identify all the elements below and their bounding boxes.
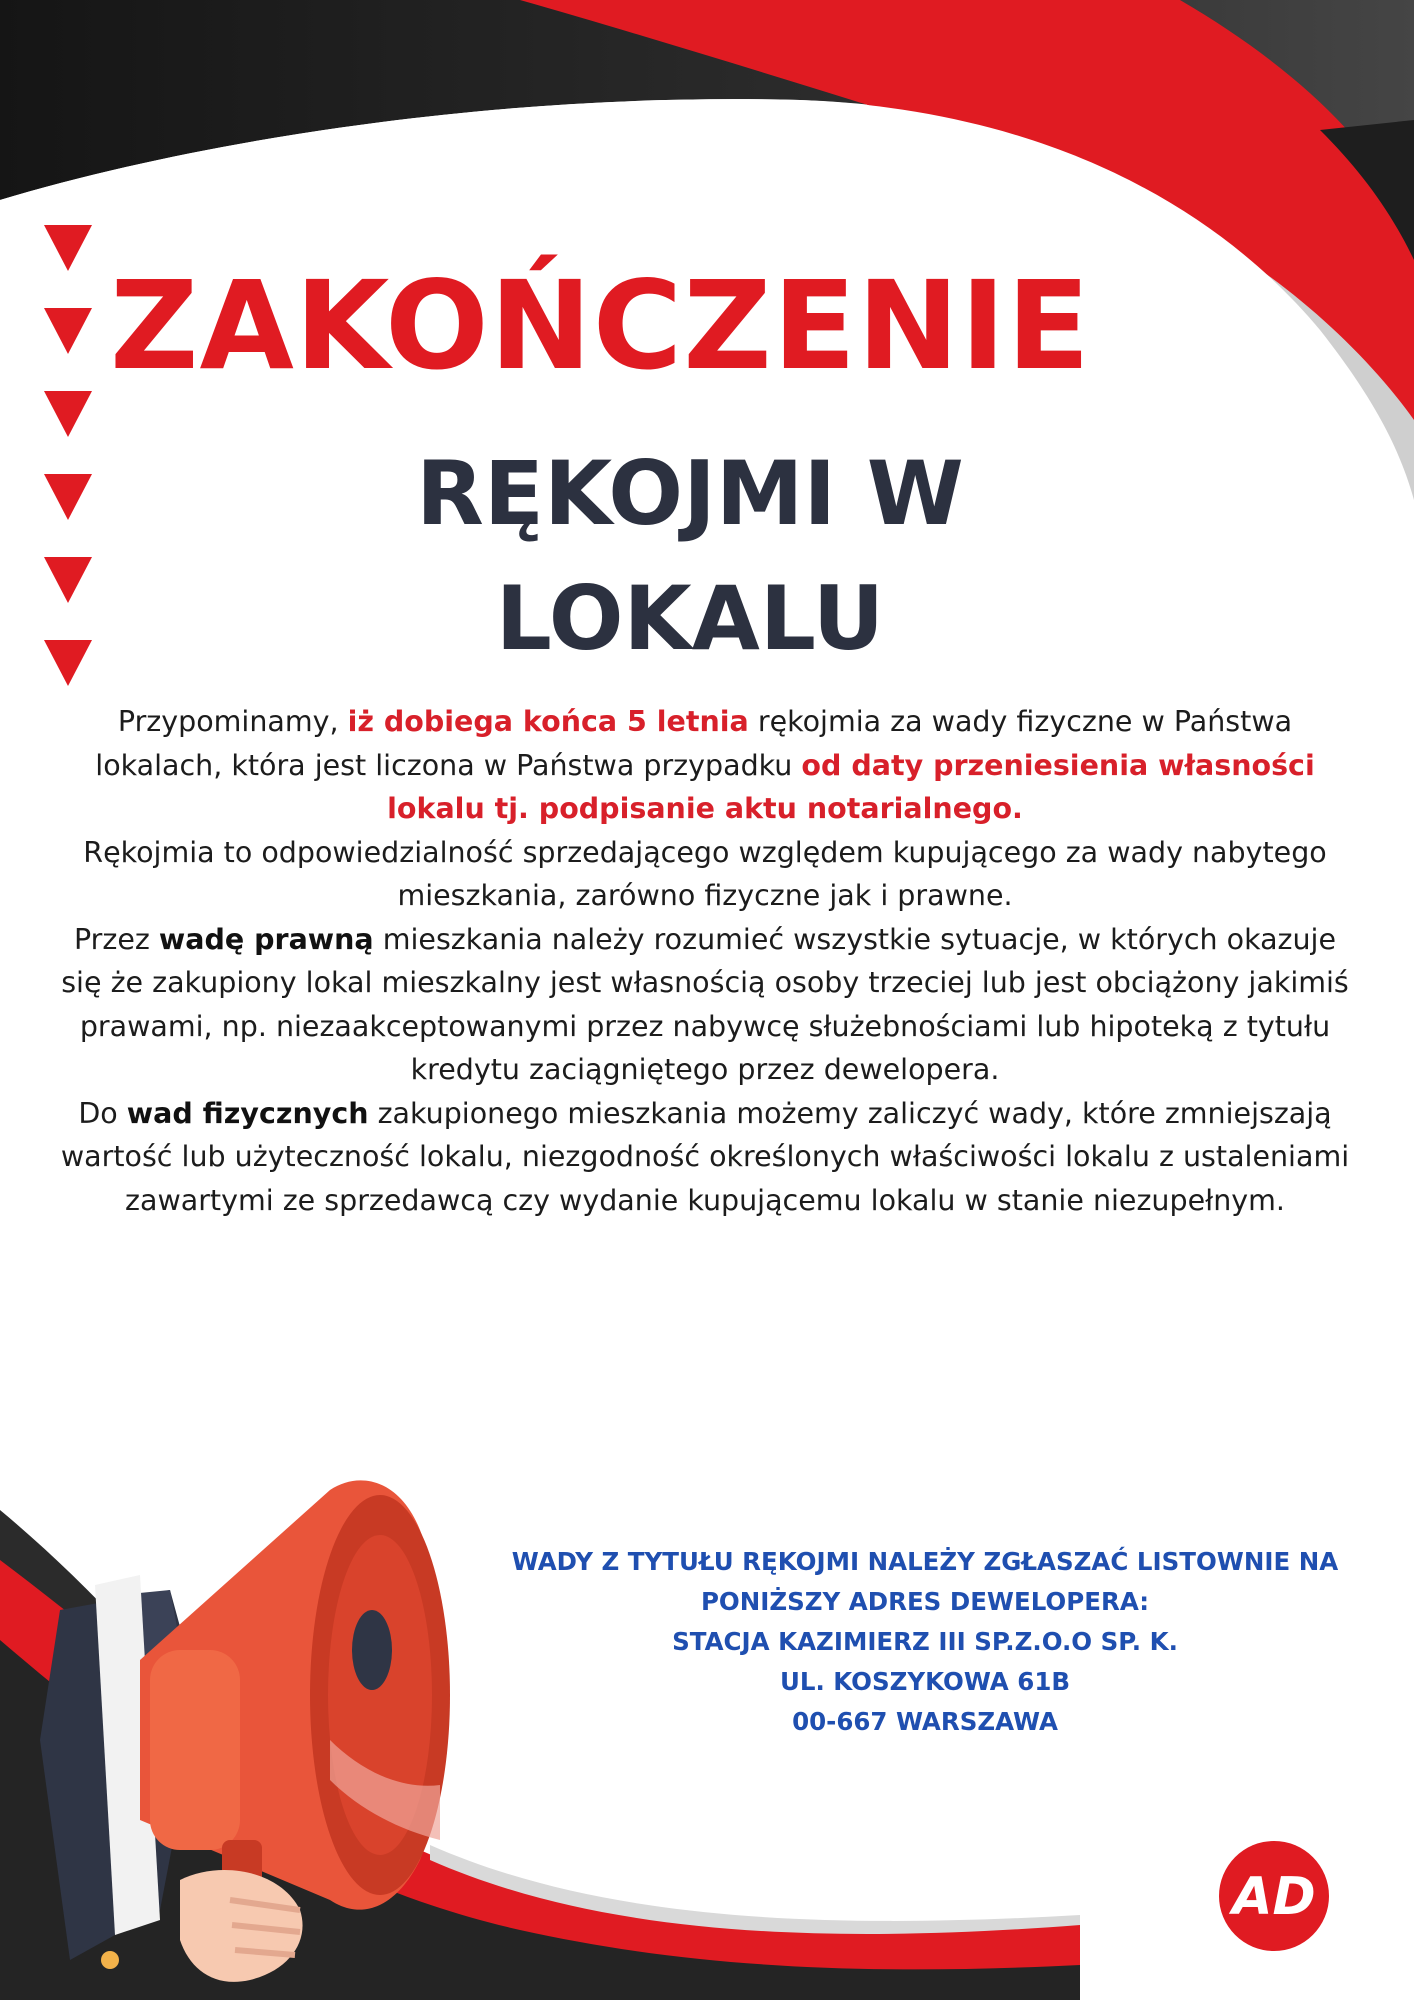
paragraph-reminder xyxy=(55,700,1355,831)
triangle-down-icon xyxy=(44,308,92,354)
highlight-red: iż dobiega końca 5 letnia xyxy=(347,705,749,738)
notice-company: STACJA KAZIMIERZ III SP.Z.O.O SP. K. xyxy=(672,1627,1178,1656)
body-text xyxy=(55,700,1355,1222)
text-span: Przypominamy, xyxy=(117,705,348,738)
triangle-down-icon xyxy=(44,225,92,271)
notice-city: 00-667 WARSZAWA xyxy=(792,1707,1058,1736)
logo-ad-icon xyxy=(1218,1840,1330,1952)
paragraph-definition: Rękojmia to odpowiedzialność sprzedającego względem kupującego za wady nabytego mieszkania, zarówno fizyczne jak i prawne. xyxy=(83,835,1327,912)
bold-term: wad fizycznych xyxy=(126,1096,369,1130)
text-span: mieszkania należy rozumieć wszystkie sytuacje, w których okazuje się że zakupiony lokal mieszkalny jest własnością osoby trzeciej lub jest obciążony jakimiś prawami, np. niezaakceptowanymi przez nabywcę służebnościami lub hipoteką z tytułu kredytu zaciągniętego przez dewelopera. xyxy=(61,922,1349,1086)
page-subtitle-line1: RĘKOJMI W xyxy=(416,442,964,545)
paragraph-physical-defect xyxy=(55,1092,1355,1223)
text-span: Przez xyxy=(73,922,159,956)
text-span: rękojmia za wady fizyczne w Państwa lokalach, która jest liczona w Państwa przypadku xyxy=(95,705,1293,782)
notice-address xyxy=(460,1542,1390,1742)
triangle-markers xyxy=(44,225,94,723)
notice-street: UL. KOSZYKOWA 61B xyxy=(779,1667,1071,1696)
paragraph-legal-defect xyxy=(55,918,1355,1092)
triangle-down-icon xyxy=(44,640,92,686)
text-span: Do xyxy=(78,1096,127,1130)
triangle-down-icon xyxy=(44,557,92,603)
triangle-down-icon xyxy=(44,474,92,520)
logo-text: AD xyxy=(1232,1867,1316,1927)
notice-line: WADY Z TYTUŁU RĘKOJMI NALEŻY ZGŁASZAĆ LISTOWNIE NA xyxy=(511,1547,1339,1576)
megaphone-icon xyxy=(0,1440,480,2000)
page-subtitle-line2: LOKALU xyxy=(495,567,885,670)
highlight-red: od daty przeniesienia własności lokalu tj. podpisanie aktu notarialnego. xyxy=(387,748,1315,825)
text-span: zakupionego mieszkania możemy zaliczyć wady, które zmniejszają wartość lub użyteczność lokalu, niezgodność określonych właściwości lokalu z ustaleniami zawartymi ze sprzedawcą czy wydanie kupującemu lokalu w stanie niezupełnym. xyxy=(60,1096,1350,1217)
page-title: ZAKOŃCZENIE xyxy=(110,255,1091,397)
bold-term: wadę prawną xyxy=(158,922,374,956)
notice-line: PONIŻSZY ADRES DEWELOPERA: xyxy=(700,1587,1150,1616)
triangle-down-icon xyxy=(44,391,92,437)
